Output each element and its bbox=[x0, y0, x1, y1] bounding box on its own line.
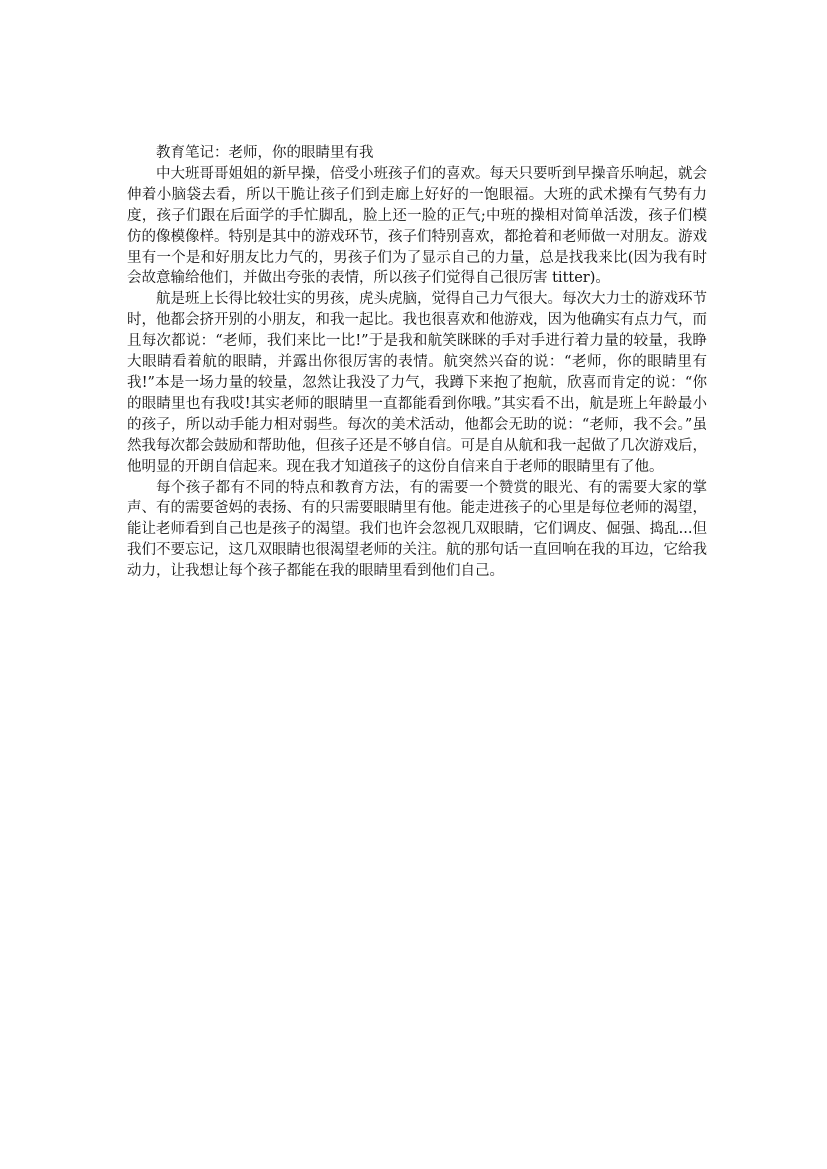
paragraph-morning-exercise: 中大班哥哥姐姐的新早操，倍受小班孩子们的喜欢。每天只要听到早操音乐响起，就会伸着小脑袋去看，所以干脆让孩子们到走廊上好好的一饱眼福。大班的武术操有气势有力度，孩子们跟在后面学的手忙脚乱，脸上还一脸的正气;中班的操相对简单活泼，孩子们模仿的像模像样。特别是其中的游戏环节，孩子们特别喜欢，都抢着和老师做一对朋友。游戏里有一个是和好朋友比力气的，男孩子们为了显示自己的力量，总是找我来比(因为我有时会故意输给他们，并做出夸张的表情，所以孩子们觉得自己很厉害 titter)。 bbox=[127, 165, 707, 287]
document-title: 教育笔记：老师，你的眼睛里有我 bbox=[156, 145, 374, 161]
paragraph-hang-story: 航是班上长得比较壮实的男孩，虎头虎脑，觉得自己力气很大。每次大力士的游戏环节时，他都会挤开别的小朋友，和我一起比。我也很喜欢和他游戏，因为他确实有点力气，而且每次都说：“老师，我们来比一比!”于是我和航笑眯眯的手对手进行着力量的较量，我睁大眼睛看着航的眼睛，并露出你很厉害的表情。航突然兴奋的说：“老师，你的眼睛里有我!”本是一场力量的较量，忽然让我没了力气，我蹲下来抱了抱航，欣喜而肯定的说：“你的眼睛里也有我哎!其实老师的眼睛里一直都能看到你哦。”其实看不出，航是班上年龄最小的孩子，所以动手能力相对弱些。每次的美术活动，他都会无助的说：“老师，我不会。”虽然我每次都会鼓励和帮助他，但孩子还是不够自信。可是自从航和我一起做了几次游戏后，他明显的开朗自信起来。现在我才知道孩子的这份自信来自于老师的眼睛里有了他。 bbox=[127, 291, 707, 475]
paragraph-reflection: 每个孩子都有不同的特点和教育方法，有的需要一个赞赏的眼光、有的需要大家的掌声、有的需要爸妈的表扬、有的只需要眼睛里有他。能走进孩子的心里是每位老师的渴望，能让老师看到自己也是孩子的渴望。我们也许会忽视几双眼睛，它们调皮、倔强、捣乱...但我们不要忘记，这几双眼睛也很渴望老师的关注。航的那句话一直回响在我的耳边，它给我动力，让我想让每个孩子都能在我的眼睛里看到他们自己。 bbox=[127, 479, 707, 580]
document-body bbox=[127, 143, 707, 582]
